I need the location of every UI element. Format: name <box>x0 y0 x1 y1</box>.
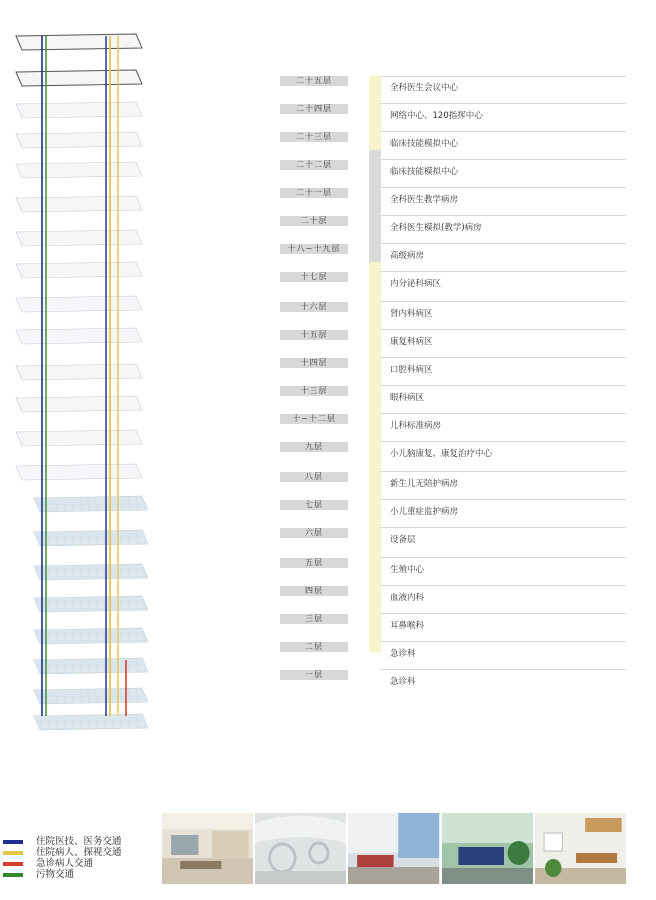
floor-plate <box>34 688 148 704</box>
floor-plate <box>16 396 142 412</box>
floor-plate <box>16 102 142 118</box>
floor-level-tag: 九层 <box>280 442 348 452</box>
legend-item-staff <box>0 836 160 847</box>
row-divider <box>380 641 626 642</box>
floor-plate <box>16 196 142 212</box>
strip-upper-grey <box>369 150 381 262</box>
floor-plate <box>34 564 148 580</box>
legend-swatch-blue <box>3 840 23 844</box>
floor-plate <box>16 230 142 246</box>
legend-label: 住院医技、医务交通 <box>36 836 122 847</box>
floor-level-tag: 二十一层 <box>280 188 348 198</box>
legend-swatch-green <box>3 873 23 877</box>
office-photo <box>535 813 626 884</box>
department-label: 高级病房 <box>390 251 425 261</box>
row-divider <box>380 499 626 500</box>
floor-plate <box>34 714 148 730</box>
row-divider <box>380 187 626 188</box>
floor-plate <box>16 162 142 178</box>
row-divider <box>380 329 626 330</box>
strip-lower-light <box>369 262 381 652</box>
floor-level-tag: 十八~十九层 <box>280 244 348 254</box>
floor-plate <box>16 464 142 480</box>
department-label: 小儿脑康复、康复治疗中心 <box>390 449 493 459</box>
floor-plate <box>16 296 142 312</box>
floor-level-tag: 二十三层 <box>280 132 348 142</box>
floor-plate <box>34 658 148 674</box>
department-label: 急诊科 <box>390 677 416 687</box>
interior-photo-strip <box>162 813 626 884</box>
legend-item-emergency <box>0 858 160 869</box>
floor-level-tag: 十七层 <box>280 272 348 282</box>
row-divider <box>380 385 626 386</box>
department-label: 全科医生教学病房 <box>390 195 459 205</box>
row-divider <box>380 215 626 216</box>
floor-plate <box>34 530 148 546</box>
atrium-photo <box>255 813 346 884</box>
floor-level-tag: 二十四层 <box>280 104 348 114</box>
department-label: 血液内科 <box>390 593 425 603</box>
department-label: 肾内科病区 <box>390 309 433 319</box>
floor-level-tag: 五层 <box>280 558 348 568</box>
stack-drawing <box>0 0 170 760</box>
row-divider <box>380 527 626 528</box>
row-divider <box>380 413 626 414</box>
legend-swatch-red <box>3 862 23 866</box>
floor-level-tag: 三层 <box>280 614 348 624</box>
floor-level-tag: 八层 <box>280 472 348 482</box>
legend-item-waste <box>0 869 160 880</box>
department-label: 急诊科 <box>390 649 416 659</box>
department-label: 生殖中心 <box>390 565 425 575</box>
row-divider <box>380 613 626 614</box>
floor-level-tag: 十~十二层 <box>280 414 348 424</box>
row-divider <box>380 585 626 586</box>
row-divider <box>380 76 626 77</box>
floor-plate <box>16 34 142 50</box>
floor-level-tag: 二十二层 <box>280 160 348 170</box>
floor-plate <box>34 596 148 612</box>
circulation-legend <box>0 836 160 880</box>
row-divider <box>380 557 626 558</box>
department-label: 全科医生模拟(教学)病房 <box>390 223 482 233</box>
department-label: 康复科病区 <box>390 337 433 347</box>
strip-upper-light <box>369 76 381 150</box>
floor-plate <box>16 70 142 86</box>
legend-item-inpatient <box>0 847 160 858</box>
floor-level-tag: 六层 <box>280 528 348 538</box>
row-divider <box>380 131 626 132</box>
row-divider <box>380 357 626 358</box>
waiting-area-photo <box>442 813 533 884</box>
floor-plate <box>34 628 148 644</box>
floor-plate <box>16 262 142 278</box>
department-label: 设备层 <box>390 535 416 545</box>
floor-level-tag: 二层 <box>280 642 348 652</box>
row-divider <box>380 301 626 302</box>
floor-plate <box>34 496 148 512</box>
floor-level-tag: 十六层 <box>280 302 348 312</box>
lobby-photo <box>162 813 253 884</box>
department-label: 全科医生会议中心 <box>390 83 459 93</box>
floor-level-tag: 一层 <box>280 670 348 680</box>
floor-level-tag: 四层 <box>280 586 348 596</box>
department-label: 网络中心、120指挥中心 <box>390 111 483 121</box>
row-divider <box>380 103 626 104</box>
legend-swatch-yellow <box>3 851 23 855</box>
floor-level-tag: 二十层 <box>280 216 348 226</box>
department-label: 内分泌科病区 <box>390 279 442 289</box>
row-divider <box>380 159 626 160</box>
floor-level-tag: 七层 <box>280 500 348 510</box>
legend-label: 污物交通 <box>36 869 75 880</box>
floor-plate <box>16 328 142 344</box>
department-label: 新生儿无陪护病房 <box>390 479 459 489</box>
department-label: 儿科标准病房 <box>390 421 442 431</box>
floor-level-tag: 十三层 <box>280 386 348 396</box>
department-label: 眼科病区 <box>390 393 425 403</box>
building-axonometric-stack <box>0 0 170 760</box>
department-label: 耳鼻喉科 <box>390 621 425 631</box>
floor-plate <box>16 132 142 148</box>
floor-level-tag: 十五层 <box>280 330 348 340</box>
department-label: 口腔科病区 <box>390 365 433 375</box>
legend-label: 急诊病人交通 <box>36 858 94 869</box>
row-divider <box>380 471 626 472</box>
department-label: 临床技能模拟中心 <box>390 167 459 177</box>
floor-level-tag: 十四层 <box>280 358 348 368</box>
department-label: 小儿重症监护病房 <box>390 507 459 517</box>
lounge-photo <box>348 813 439 884</box>
floor-plate <box>16 364 142 380</box>
department-label: 临床技能模拟中心 <box>390 139 459 149</box>
floor-level-tag: 二十五层 <box>280 76 348 86</box>
row-divider <box>380 441 626 442</box>
row-divider <box>380 243 626 244</box>
row-divider <box>380 271 626 272</box>
row-divider <box>380 669 626 670</box>
floor-plate <box>16 430 142 446</box>
legend-label: 住院病人、探视交通 <box>36 847 122 858</box>
